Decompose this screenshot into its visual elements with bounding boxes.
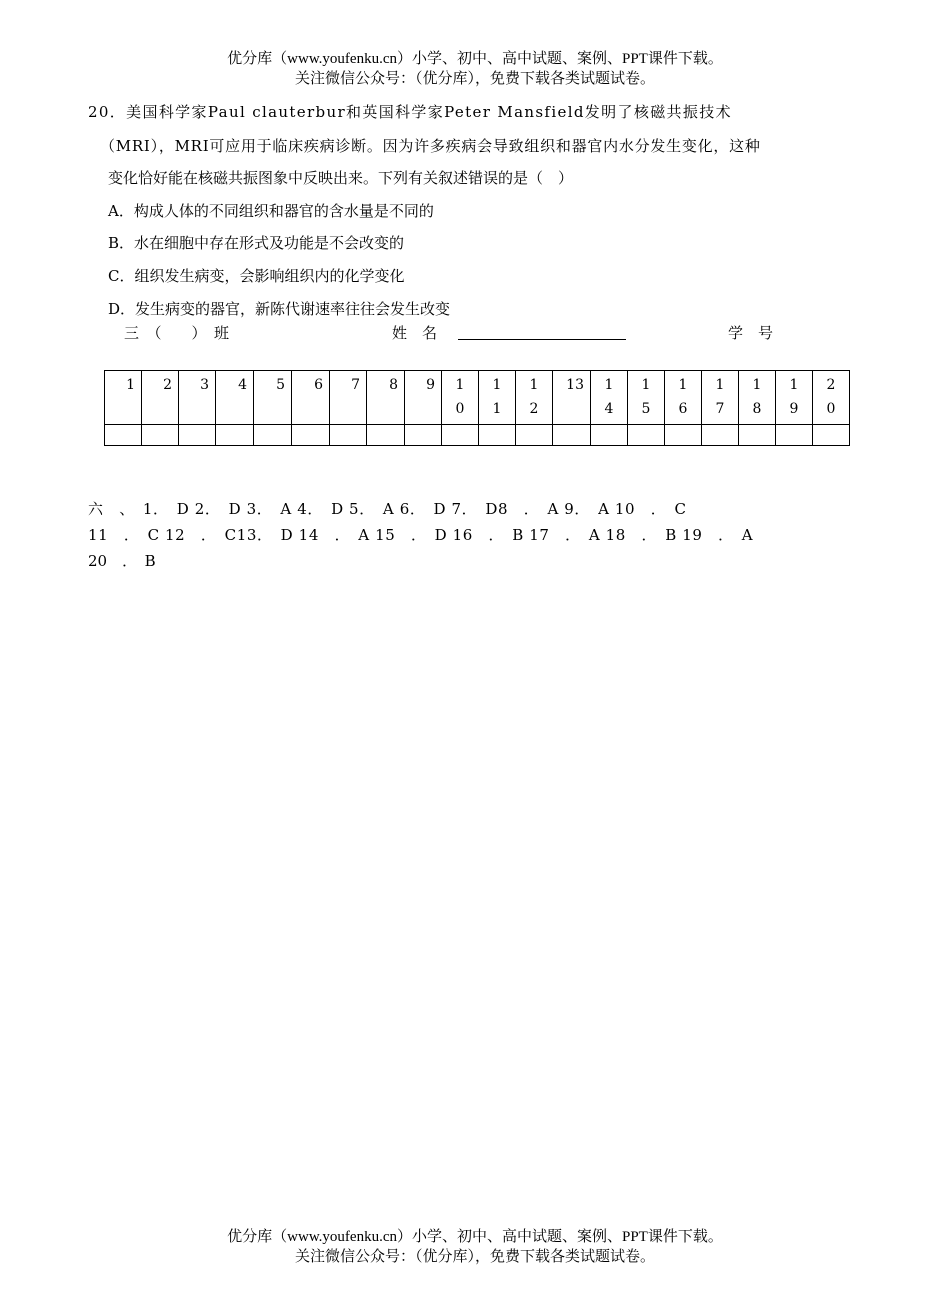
- header-wechat-line: 关注微信公众号：（优分库），免费下载各类试题试卷。: [294, 69, 655, 87]
- question-line-3: 变化恰好能在核磁共振图象中反映出来。下列有关叙述错误的是（ ）: [108, 169, 574, 187]
- name-label: 姓 名: [392, 324, 438, 342]
- footer-wechat-line: 关注微信公众号：（优分库），免费下载各类试题试卷。: [294, 1247, 655, 1265]
- answer-cell[interactable]: [292, 425, 330, 446]
- grid-header-cell: 8: [367, 371, 405, 425]
- grid-header-cell: 1 1: [479, 371, 516, 425]
- option-b: B．水在细胞中存在形式及功能是不会改变的: [108, 234, 405, 252]
- answer-cell[interactable]: [813, 425, 850, 446]
- answer-cell[interactable]: [442, 425, 479, 446]
- grid-header-cell: 1: [105, 371, 142, 425]
- grid-header-cell: 9: [405, 371, 442, 425]
- answer-cell[interactable]: [105, 425, 142, 446]
- answer-cell[interactable]: [479, 425, 516, 446]
- answer-cell[interactable]: [367, 425, 405, 446]
- grid-header-cell: 5: [254, 371, 292, 425]
- answer-cell[interactable]: [216, 425, 254, 446]
- answer-cell[interactable]: [776, 425, 813, 446]
- grid-header-cell: 1 9: [776, 371, 813, 425]
- answer-key-line-2: 11 ． C 12 ． C13． D 14 ． A 15 ． D 16 ． B 17 ． A 18 ． B 19 ． A: [88, 526, 754, 544]
- answer-cell[interactable]: [739, 425, 776, 446]
- answer-grid-entry-row: [105, 425, 850, 446]
- answer-cell[interactable]: [330, 425, 367, 446]
- grid-header-cell: 2 0: [813, 371, 850, 425]
- answer-cell[interactable]: [516, 425, 553, 446]
- footer-site-line: 优分库（www.youfenku.cn）小学、初中、高中试题、案例、PPT课件下载。: [227, 1229, 723, 1245]
- answer-cell[interactable]: [702, 425, 739, 446]
- answer-cell[interactable]: [254, 425, 292, 446]
- grid-header-cell: 1 4: [591, 371, 628, 425]
- grid-header-cell: 3: [179, 371, 216, 425]
- header-site-line: 优分库（www.youfenku.cn）小学、初中、高中试题、案例、PPT课件下载。: [227, 51, 723, 67]
- grid-header-cell: 1 7: [702, 371, 739, 425]
- grid-header-cell: 1 8: [739, 371, 776, 425]
- answer-key-line-1: 六 、 1． D 2． D 3． A 4． D 5． A 6． D 7． D8 ． A 9． A 10 ． C: [88, 500, 687, 518]
- name-blank-line[interactable]: [458, 339, 626, 340]
- grid-header-cell: 13: [553, 371, 591, 425]
- grid-header-cell: 7: [330, 371, 367, 425]
- answer-cell[interactable]: [628, 425, 665, 446]
- grid-header-cell: 1 0: [442, 371, 479, 425]
- student-id-label: 学 号: [728, 324, 774, 342]
- answer-cell[interactable]: [591, 425, 628, 446]
- question-line-1: 20．美国科学家Paul clauterbur和英国科学家Peter Mansfield发明了核磁共振技术: [88, 103, 732, 121]
- class-label: 三 （ ） 班: [124, 324, 230, 342]
- answer-cell[interactable]: [665, 425, 702, 446]
- answer-grid: [104, 370, 850, 446]
- grid-header-cell: 1 5: [628, 371, 665, 425]
- page-header: [0, 50, 950, 88]
- page-footer: [0, 1228, 950, 1266]
- answer-cell[interactable]: [179, 425, 216, 446]
- option-d: D．发生病变的器官，新陈代谢速率往往会发生改变: [108, 300, 451, 318]
- question-line-2: （MRI），MRI可应用于临床疾病诊断。因为许多疾病会导致组织和器官内水分发生变化，这种: [100, 137, 761, 155]
- grid-header-cell: 1 2: [516, 371, 553, 425]
- grid-header-cell: 2: [142, 371, 179, 425]
- answer-cell[interactable]: [142, 425, 179, 446]
- answer-key-line-3: 20 ． B: [88, 552, 156, 570]
- answer-cell[interactable]: [405, 425, 442, 446]
- option-c: C．组织发生病变，会影响组织内的化学变化: [108, 267, 405, 285]
- answer-grid-header-row: [105, 371, 850, 425]
- answer-cell[interactable]: [553, 425, 591, 446]
- grid-header-cell: 4: [216, 371, 254, 425]
- option-a: A．构成人体的不同组织和器官的含水量是不同的: [108, 202, 434, 220]
- grid-header-cell: 6: [292, 371, 330, 425]
- grid-header-cell: 1 6: [665, 371, 702, 425]
